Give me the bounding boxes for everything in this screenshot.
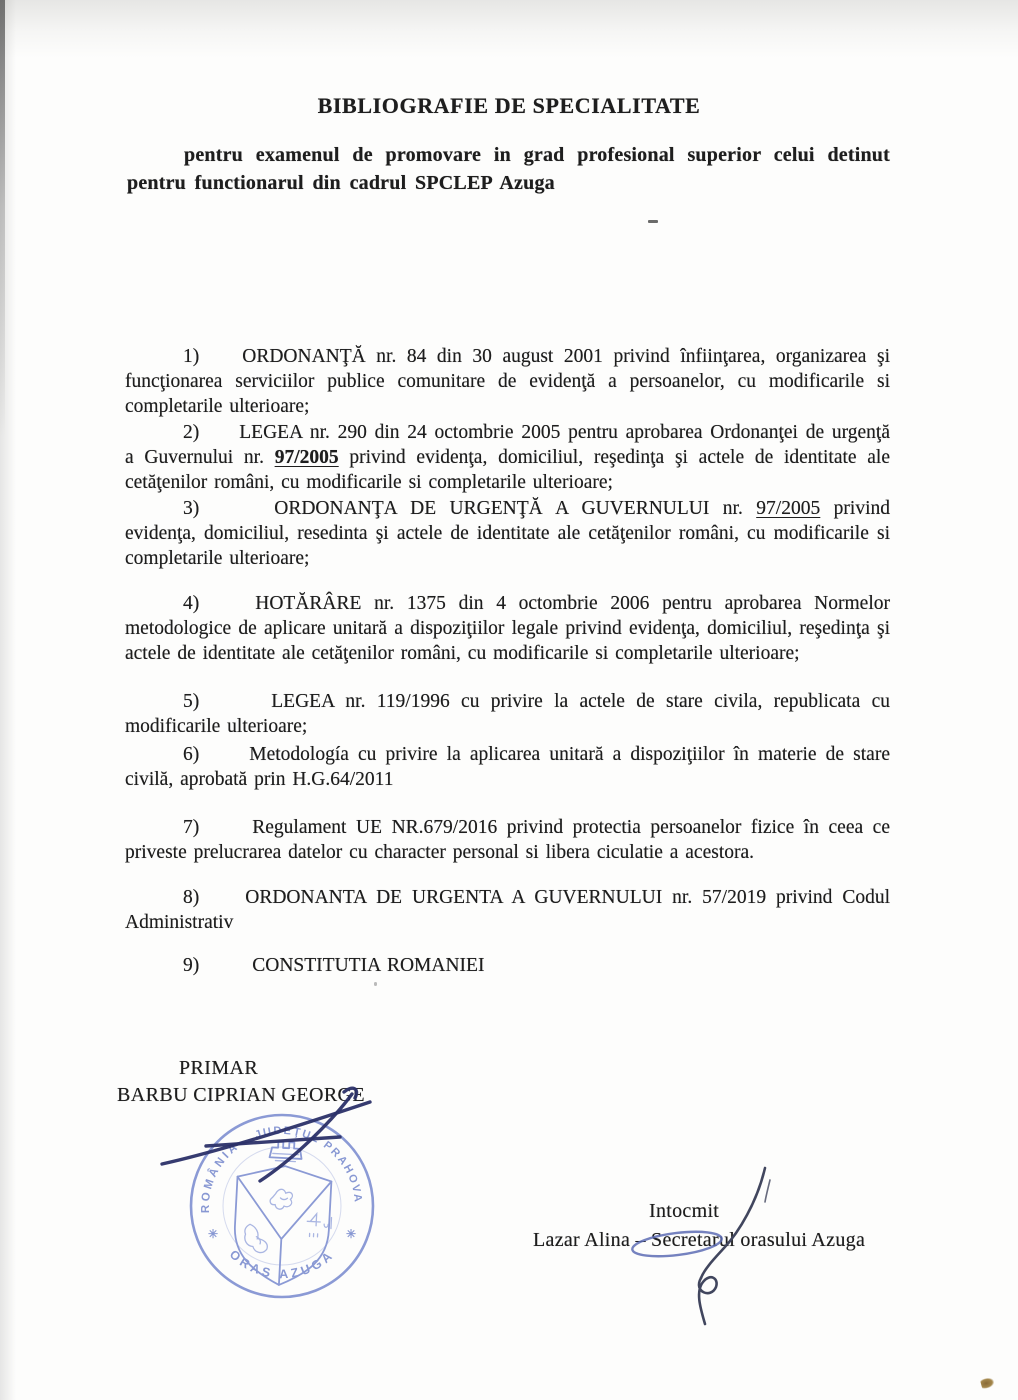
- signature-stroke: [699, 1277, 717, 1324]
- scan-mark: [374, 982, 377, 986]
- star-icon: ✳: [345, 1227, 357, 1241]
- secretar-signature: [618, 1156, 788, 1331]
- stamp-country-text: ROMÂNIA: [199, 1140, 242, 1214]
- scan-edge-artifact: [0, 0, 16, 1400]
- secretar-name: Lazar Alina – Secretarul orasului Azuga: [533, 1229, 866, 1251]
- item-text: Regulament UE NR.679/2016 privind protectia persoanelor fizice în ceea ce priveste prelucrarea datelor cu character personal si libera ciculatie a acestora.: [125, 817, 890, 863]
- signature-stroke: [206, 1137, 340, 1146]
- signature-loop: [631, 1228, 723, 1261]
- scan-mark: [648, 220, 658, 223]
- item-text: privind evidenţa, domiciliul, reşedinţa şi actele de identitate ale cetăţenilor români, cu modificarile si completarile ulterioare;: [125, 447, 890, 493]
- bibliography-item-2: [125, 420, 890, 495]
- item-number: 8): [183, 887, 200, 908]
- bibliography-list: [125, 344, 890, 978]
- item-number: 7): [183, 817, 200, 838]
- item-text: CONSTITUTIA ROMANIEI: [252, 955, 485, 976]
- shield-animal: [244, 1224, 269, 1253]
- item-number: 9): [183, 955, 200, 976]
- signature-stroke: [701, 1168, 765, 1278]
- item-text-highlight: 97/2005: [274, 447, 339, 468]
- bibliography-item-8: [125, 885, 890, 935]
- item-text: HOTĂRÂRE nr. 1375 din 4 octombrie 2006 pentru aprobarea Normelor metodologice de aplicare unitară a dispoziţiilor legale privind evidenţa, domiciliul, reşedinţa şi actele de identitate ale cetăţenilor români, cu modificarile si completarile ulterioare;: [125, 593, 890, 664]
- item-text: LEGEA nr. 290 din 24 octombrie 2005 pentru aprobarea Ordonanţei de urgenţă a Guvernului nr.: [125, 422, 890, 468]
- bibliography-item-5: [125, 689, 890, 739]
- primar-role: PRIMAR: [179, 1057, 259, 1079]
- item-number: 5): [183, 691, 200, 712]
- bibliography-item-4: [125, 591, 890, 666]
- primar-name: BARBU CIPRIAN GEORGE: [117, 1084, 366, 1106]
- item-number: 2): [183, 422, 200, 443]
- item-number: 3): [183, 498, 200, 519]
- scan-edge-artifact: [0, 0, 1018, 58]
- item-text: LEGEA nr. 119/1996 cu privire la actele de stare civila, republicata cu modificarile ulterioare;: [125, 691, 890, 737]
- bibliography-item-9: [125, 953, 890, 978]
- stamp-county-text: JUDEŢUL PRAHOVA: [253, 1124, 365, 1205]
- item-text: privind evidenţa, domiciliul, resedinta şi actele de identitate ale cetăţenilor români, cu modificarile si completarile ulterioare;: [125, 498, 890, 569]
- item-number: 6): [183, 744, 200, 765]
- intocmit-label: Intocmit: [649, 1200, 720, 1222]
- bibliography-item-7: [125, 815, 890, 865]
- item-number: 1): [183, 346, 200, 367]
- item-text: ORDONANTA DE URGENTA A GUVERNULUI nr. 57/2019 privind Codul Administrativ: [125, 887, 890, 933]
- bibliography-item-6: [125, 742, 890, 792]
- bibliography-item-3: [125, 496, 890, 571]
- bibliography-item-1: [125, 344, 890, 419]
- scan-mark: [980, 1376, 995, 1389]
- item-text: ORDONANŢA DE URGENŢĂ A GUVERNULUI nr.: [274, 498, 757, 519]
- item-text: Metodología cu privire la aplicarea unitară a dispoziţiilor în materie de stare civilă, aprobată prin H.G.64/2011: [125, 744, 890, 790]
- document-subtitle: pentru examenul de promovare in grad profesional superior celui detinut pentru functionarul din cadrul SPCLEP Azuga: [127, 144, 890, 194]
- stamp-city-text: ORAS AZUGA: [226, 1247, 338, 1282]
- signature-stroke: [765, 1180, 770, 1202]
- item-text-highlight: 97/2005: [756, 498, 821, 519]
- document-title: BIBLIOGRAFIE DE SPECIALITATE: [317, 93, 701, 118]
- star-icon: ✳: [207, 1227, 219, 1241]
- item-number: 4): [183, 593, 200, 614]
- primar-signature: [140, 1082, 390, 1192]
- item-text: ORDONANŢĂ nr. 84 din 30 august 2001 privind înfiinţarea, organizarea şi funcţionarea serviciilor publice comunitare de evidenţă a persoanelor, cu modificarile si completarile ulterioare;: [125, 346, 890, 417]
